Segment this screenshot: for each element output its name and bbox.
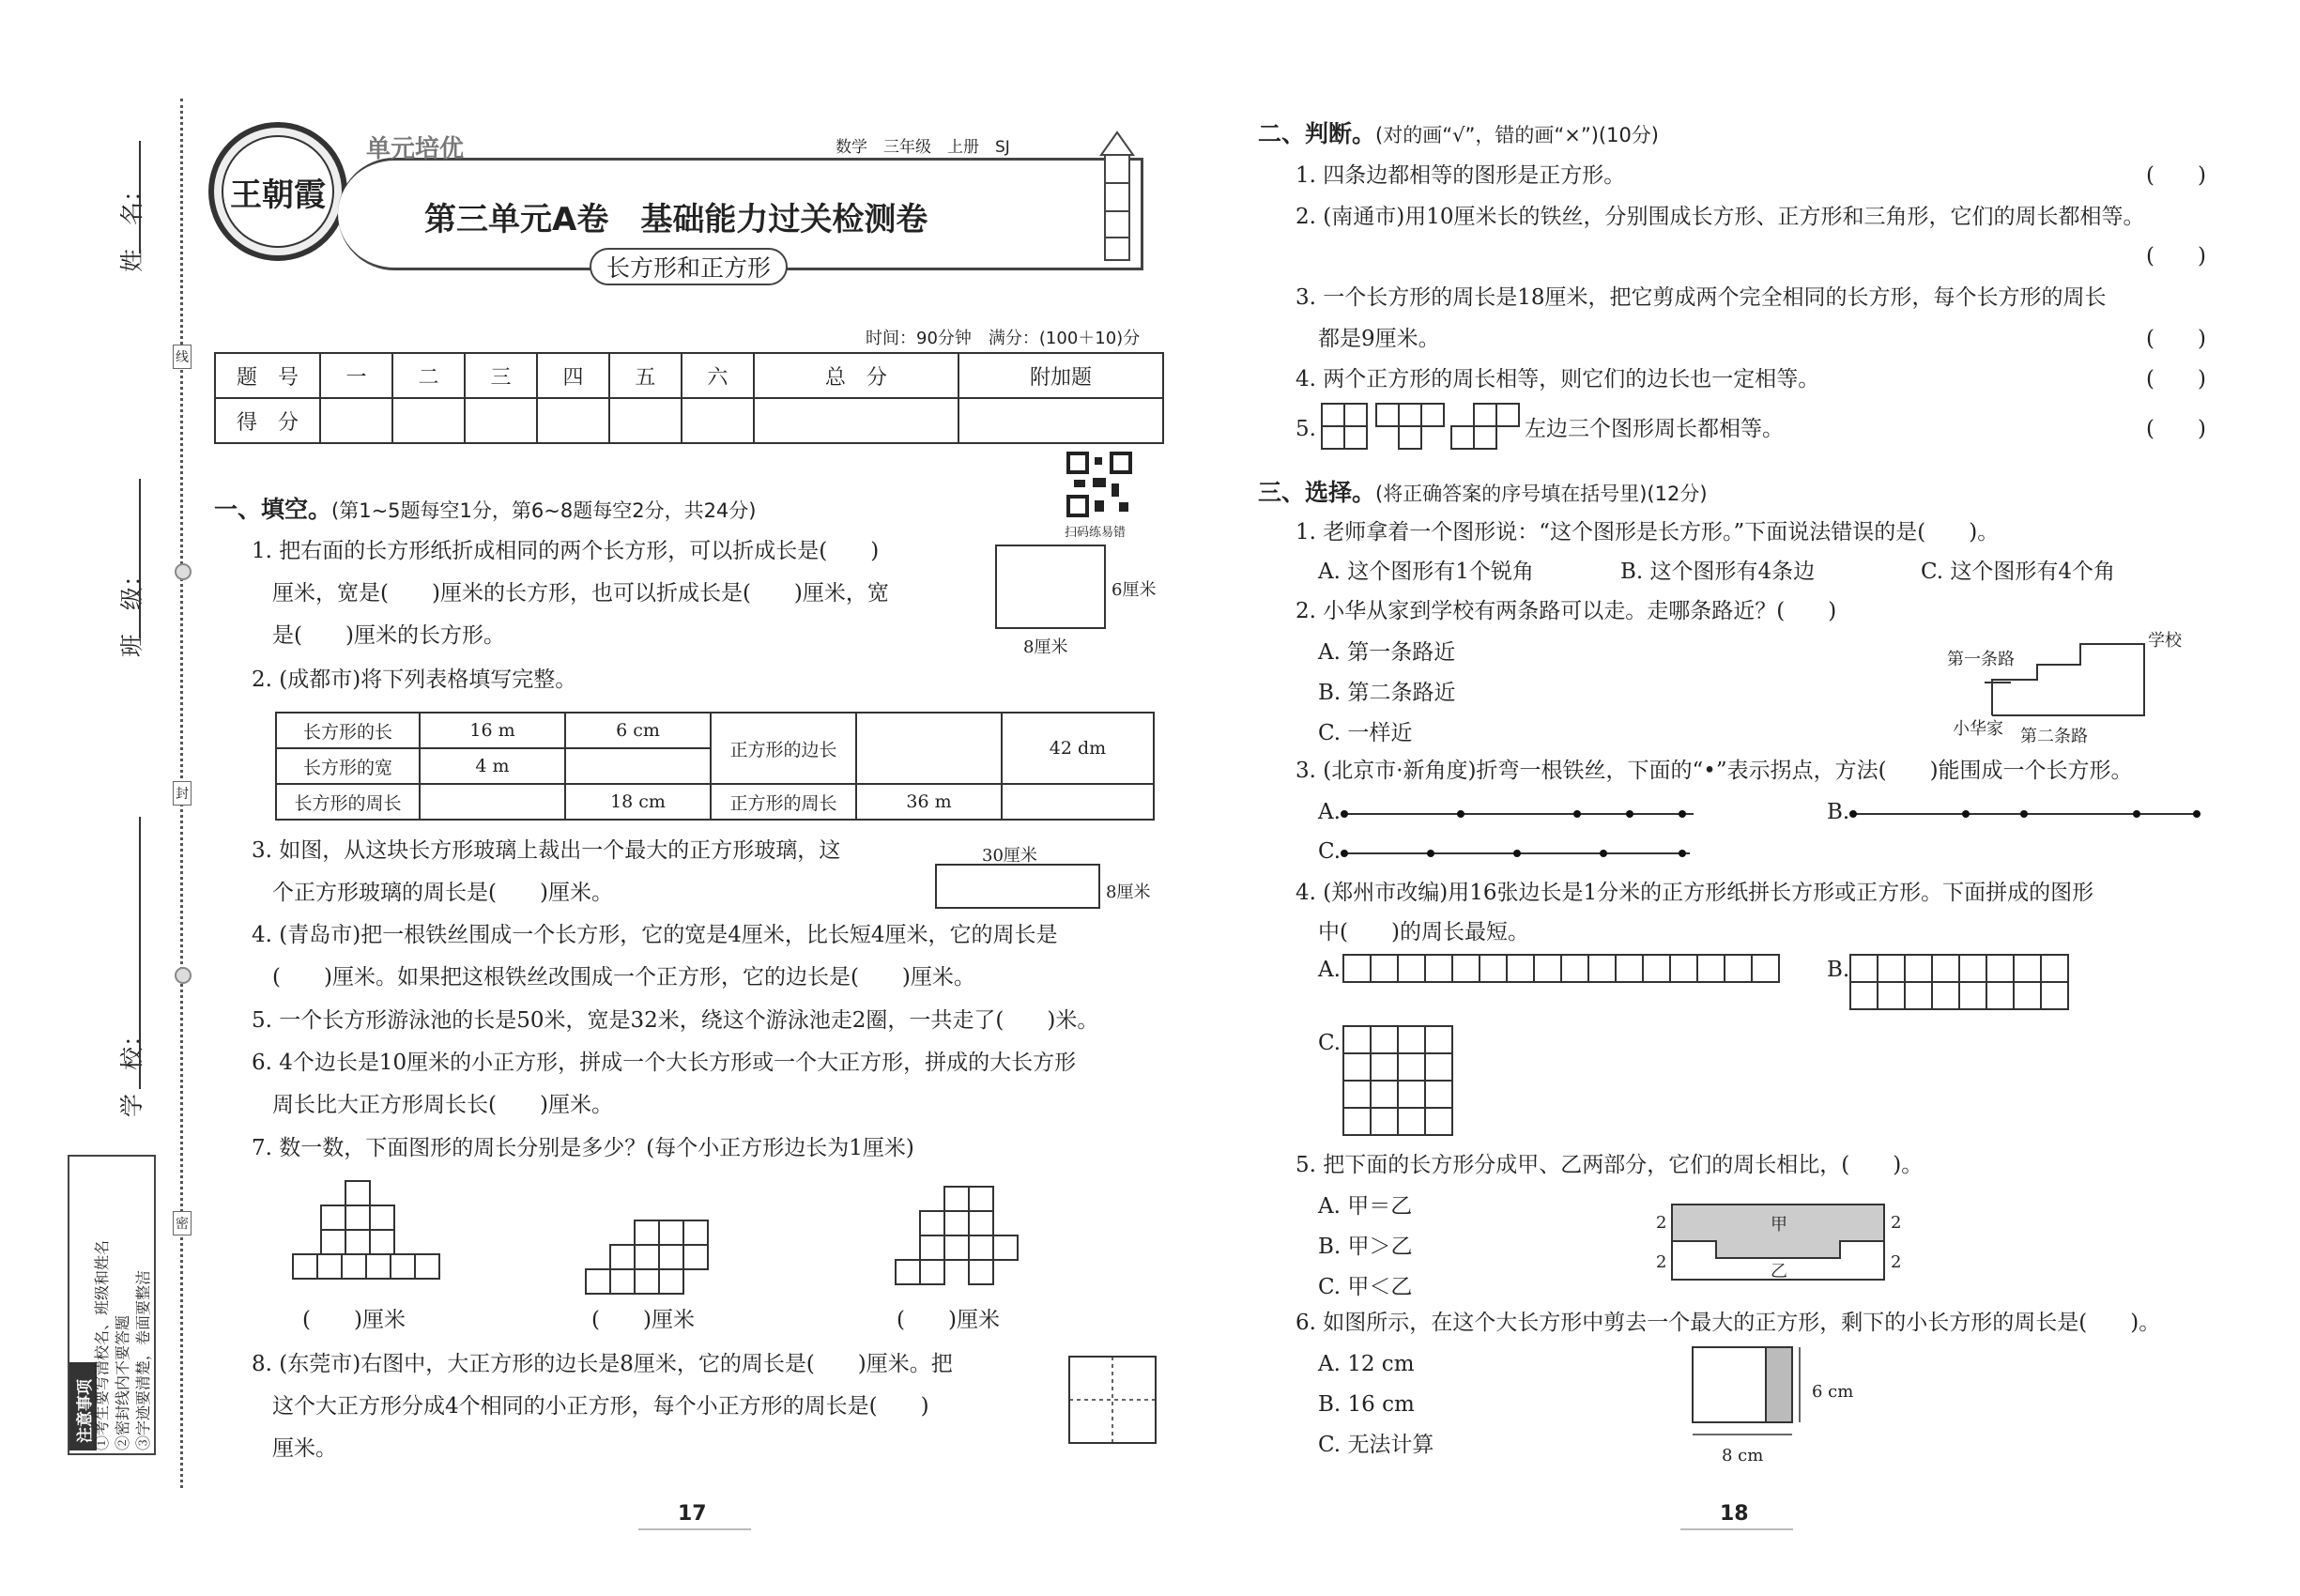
grid-cell	[1398, 1081, 1425, 1108]
note-2: ②密封线内不要答题	[114, 1314, 131, 1450]
grid-cell	[1643, 955, 1670, 982]
s3-q2-label-school: 学校	[2148, 631, 2182, 651]
s3-q5-dim: 2	[1656, 1252, 1667, 1272]
grid-cell	[1959, 955, 1986, 982]
grid-cell	[1752, 955, 1779, 982]
qr-label: 扫码练易错	[1065, 526, 1127, 540]
score-cell: 六	[682, 353, 754, 398]
s3-q1-option-c[interactable]: C. 这个图形有4个角	[1921, 560, 2116, 584]
score-cell: 一	[320, 353, 392, 398]
score-cell: 二	[392, 353, 465, 398]
q2-cell: 4 m	[420, 748, 565, 784]
grid-cell	[1398, 1026, 1425, 1053]
q5-text: 5. 一个长方形游泳池的长是50米，宽是32米，绕这个游泳池走2圈，一共走了( )米。	[252, 1008, 1099, 1033]
grid-cell	[1507, 955, 1534, 982]
s3-q4-option-a[interactable]: A.	[1318, 958, 1341, 982]
grid-cell	[1959, 982, 1986, 1009]
q1-rectangle	[995, 545, 1106, 629]
q2-cell: 36 m	[856, 784, 1002, 820]
grid-cell	[1588, 955, 1616, 982]
cut-mark-seal: 封	[173, 781, 192, 806]
s3-q2: 2. 小华从家到学校有两条路可以走。走哪条路近？( )	[1296, 599, 1837, 623]
s3-q6-option-a[interactable]: A. 12 cm	[1318, 1352, 1415, 1376]
score-table	[214, 352, 1164, 444]
logo-badge	[208, 122, 347, 261]
s2-item-4: 4. 两个正方形的周长相等，则它们的边长也一定相等。	[1296, 367, 1820, 391]
s3-q2-option-c[interactable]: C. 一样近	[1318, 721, 1413, 745]
s3-q2-arrow	[1985, 682, 2011, 683]
score-cell: 四	[537, 353, 609, 398]
name-underline[interactable]	[139, 141, 141, 253]
q1-line3: 是( )厘米的长方形。	[272, 623, 505, 648]
exam-title: 第三单元A卷 基础能力过关检测卷	[424, 201, 928, 238]
s3-q5-option-b[interactable]: B. 甲＞乙	[1318, 1235, 1413, 1259]
q2-answer-cell[interactable]	[420, 784, 565, 820]
grid-cell	[1986, 955, 2014, 982]
brand-label: 单元培优	[366, 135, 465, 163]
q1-line2: 厘米，宽是( )厘米的长方形，也可以折成长是( )厘米，宽	[272, 581, 889, 606]
s2-item-2: 2. (南通市)用10厘米长的铁丝，分别围成长方形、正方形和三角形，它们的周长都相等。	[1296, 205, 2145, 229]
grid-cell	[1371, 955, 1398, 982]
q3-line1: 3. 如图，从这块长方形玻璃上裁出一个最大的正方形玻璃，这	[252, 838, 841, 863]
grid-cell	[1850, 982, 1878, 1009]
page-number-left: 17	[678, 1502, 707, 1526]
section1-desc: (第1~5题每空1分，第6~8题每空2分，共24分)	[331, 499, 757, 522]
page-ornament-left	[638, 1528, 751, 1530]
q2-cell: 正方形的周长	[711, 784, 856, 820]
s2-paren[interactable]: ( )	[2146, 327, 2206, 351]
score-header-row	[215, 353, 1163, 398]
margin-ornament	[175, 563, 192, 580]
s2-item5-shapes	[1320, 402, 1523, 454]
grid-cell	[1452, 955, 1480, 982]
grid-cell	[1343, 1108, 1371, 1135]
s3-q3-wire-c	[1341, 847, 1697, 860]
score-cell: 三	[465, 353, 537, 398]
q2-cell: 16 m	[420, 713, 565, 748]
score-cell: 总 分	[754, 353, 958, 398]
s2-paren[interactable]: ( )	[2146, 244, 2206, 269]
q2-cell: 长方形的周长	[276, 784, 420, 820]
s2-paren[interactable]: ( )	[2146, 417, 2206, 441]
q7-answer-2[interactable]: ( )厘米	[591, 1308, 695, 1332]
q2-answer-cell[interactable]	[1002, 784, 1154, 820]
logo-text: 王朝霞	[230, 176, 326, 214]
grid-cell	[1561, 955, 1588, 982]
notes-header: 注意事项	[69, 1362, 97, 1450]
s3-q4-grid-c	[1342, 1025, 1453, 1136]
s3-q5-option-a[interactable]: A. 甲＝乙	[1318, 1194, 1413, 1219]
grid-cell	[1371, 1108, 1398, 1135]
s3-q4-grid-a	[1342, 954, 1787, 984]
s3-q3-option-a[interactable]: A.	[1318, 800, 1341, 824]
grid-cell	[1616, 955, 1643, 982]
note-3: ③字迹要清楚，卷面要整洁	[134, 1269, 152, 1450]
score-input[interactable]	[392, 398, 465, 443]
grid-cell	[1425, 1053, 1452, 1081]
s3-q4-option-b[interactable]: B.	[1827, 958, 1850, 982]
grid-cell	[1425, 955, 1452, 982]
grid-cell	[1986, 982, 2014, 1009]
s3-q4-grid-b	[1849, 954, 2069, 1010]
q7-figure-3	[896, 1187, 1027, 1292]
q2-answer-cell[interactable]	[856, 713, 1002, 784]
section3-desc: (将正确答案的序号填在括号里)(12分)	[1375, 483, 1708, 505]
score-cell: 题 号	[215, 353, 320, 398]
s3-q1-option-b[interactable]: B. 这个图形有4条边	[1620, 560, 1816, 584]
grid-cell	[1398, 955, 1425, 982]
s3-q6-figure	[1692, 1346, 1804, 1450]
s3-q5-label-jia: 甲	[1771, 1215, 1787, 1235]
s3-q3-wire-b	[1849, 807, 2206, 821]
grid-cell	[1905, 982, 1932, 1009]
s3-q5: 5. 把下面的长方形分成甲、乙两部分，它们的周长相比，( )。	[1296, 1153, 1924, 1177]
q8-line3: 厘米。	[272, 1436, 337, 1461]
page-number-right: 18	[1720, 1502, 1749, 1526]
note-1: ①考生要写清校名、班级和姓名	[93, 1239, 111, 1450]
s3-q2-label-route2: 第二条路	[2020, 727, 2088, 746]
s3-q5-dim: 2	[1891, 1213, 1902, 1233]
class-label: 班 级：	[118, 562, 146, 657]
q2-table	[275, 712, 1155, 821]
q2-row	[276, 713, 1154, 748]
grid-cell	[2014, 955, 2041, 982]
s3-q6: 6. 如图所示，在这个大长方形中剪去一个最大的正方形，剩下的小长方形的周长是( )。	[1296, 1311, 2161, 1335]
s3-q2-label-home: 小华家	[1953, 719, 2003, 739]
q7-answer-1[interactable]: ( )厘米	[302, 1308, 406, 1332]
score-input[interactable]	[537, 398, 609, 443]
school-underline[interactable]	[139, 817, 141, 1089]
score-input[interactable]	[320, 398, 392, 443]
score-value-row	[215, 398, 1163, 443]
grid-cell	[1371, 1081, 1398, 1108]
margin-ornament	[175, 967, 192, 984]
exam-subtitle: 长方形和正方形	[590, 248, 788, 285]
q2-text: 2. (成都市)将下列表格填写完整。	[252, 668, 577, 692]
s3-q5-label-yi: 乙	[1771, 1262, 1787, 1281]
subject-tags: 数学 三年级 上册 SJ	[836, 138, 1010, 157]
grid-cell	[1480, 955, 1507, 982]
q3-line2: 个正方形玻璃的周长是( )厘米。	[272, 881, 613, 905]
q2-cell: 正方形的边长	[711, 713, 856, 784]
grid-cell	[1343, 955, 1371, 982]
q7-figure-1	[293, 1181, 462, 1286]
s2-item-1: 1. 四条边都相等的图形是正方形。	[1296, 163, 1626, 188]
q2-cell: 长方形的宽	[276, 748, 420, 784]
grid-cell	[1343, 1053, 1371, 1081]
s2-item-3b: 都是9厘米。	[1318, 327, 1440, 351]
s3-q4-line1: 4. (郑州市改编)用16张边长是1分米的正方形纸拼长方形或正方形。下面拼成的图形	[1296, 881, 2094, 905]
q7-answer-3[interactable]: ( )厘米	[897, 1308, 1000, 1332]
q8-line1: 8. (东莞市)右图中，大正方形的边长是8厘米，它的周长是( )厘米。把	[252, 1352, 953, 1376]
s3-q2-option-a[interactable]: A. 第一条路近	[1318, 640, 1456, 665]
q1-line1: 1. 把右面的长方形纸折成相同的两个长方形，可以折成长是( )	[252, 539, 880, 563]
s2-paren[interactable]: ( )	[2146, 367, 2206, 391]
score-input[interactable]	[754, 398, 958, 443]
q2-cell: 18 cm	[565, 784, 711, 820]
grid-cell	[1905, 955, 1932, 982]
s3-q4-option-c[interactable]: C.	[1318, 1031, 1342, 1055]
q1-width-label: 6厘米	[1112, 580, 1157, 600]
page-ornament-right	[1680, 1528, 1793, 1530]
score-input[interactable]	[609, 398, 682, 443]
grid-cell	[1343, 1026, 1371, 1053]
s3-q3-wire-a	[1341, 807, 1697, 821]
grid-cell	[1398, 1108, 1425, 1135]
s3-q1-option-a[interactable]: A. 这个图形有1个锐角	[1318, 560, 1534, 584]
score-cell: 附加题	[958, 353, 1163, 398]
grid-cell	[1398, 1053, 1425, 1081]
q7-figure-2	[586, 1220, 755, 1296]
q8-square-figure	[1068, 1356, 1158, 1446]
q3-top-label: 30厘米	[982, 846, 1037, 866]
q2-row	[276, 784, 1154, 820]
grid-cell	[1850, 955, 1878, 982]
s3-q2-label-route1: 第一条路	[1947, 650, 2015, 669]
s3-q3-option-b[interactable]: B.	[1827, 800, 1850, 824]
grid-cell	[2014, 982, 2041, 1009]
cut-mark-line: 线	[173, 345, 192, 369]
section3-heading: 三、选择。	[1258, 479, 1376, 506]
score-input[interactable]	[958, 398, 1163, 443]
qr-code-icon[interactable]	[1066, 452, 1132, 517]
s3-q5-dim: 2	[1891, 1252, 1902, 1272]
q2-cell: 长方形的长	[276, 713, 420, 748]
grid-cell	[1670, 955, 1697, 982]
grid-cell	[1425, 1108, 1452, 1135]
grid-cell	[1343, 1081, 1371, 1108]
grid-cell	[1878, 982, 1905, 1009]
section3-title	[1258, 481, 1708, 504]
q3-side-label: 8厘米	[1106, 882, 1151, 902]
grid-cell	[1371, 1053, 1398, 1081]
s3-q3-option-c[interactable]: C.	[1318, 839, 1342, 864]
q7-text: 7. 数一数，下面图形的周长分别是多少？(每个小正方形边长为1厘米)	[252, 1136, 914, 1160]
q2-cell: 42 dm	[1002, 713, 1154, 784]
grid-cell	[1725, 955, 1752, 982]
section2-heading: 二、判断。	[1258, 120, 1376, 147]
s3-q1: 1. 老师拿着一个图形说：“这个图形是长方形。”下面说法错误的是( )。	[1296, 520, 2000, 545]
score-cell: 得 分	[215, 398, 320, 443]
section2-desc: (对的画“√”，错的画“×”)(10分)	[1375, 124, 1660, 146]
q6-line2: 周长比大正方形周长长( )厘米。	[272, 1093, 613, 1117]
q2-answer-cell[interactable]	[565, 748, 711, 784]
grid-cell	[1371, 1026, 1398, 1053]
q4-line1: 4. (青岛市)把一根铁丝围成一个长方形，它的宽是4厘米，比长短4厘米，它的周长是	[252, 923, 1058, 947]
q1-length-label: 8厘米	[1023, 637, 1068, 657]
s3-q6-width-label: 8 cm	[1722, 1446, 1764, 1466]
cut-mark-secret: 密	[173, 1211, 192, 1235]
score-input[interactable]	[465, 398, 537, 443]
s3-q2-option-b[interactable]: B. 第二条路近	[1318, 681, 1456, 705]
s2-item-3: 3. 一个长方形的周长是18厘米，把它剪成两个完全相同的长方形，每个长方形的周长	[1296, 285, 2107, 310]
class-underline[interactable]	[139, 479, 141, 638]
grid-cell	[2041, 982, 2068, 1009]
grid-cell	[1534, 955, 1561, 982]
name-label: 姓 名：	[118, 177, 146, 272]
grid-cell	[1932, 955, 1959, 982]
s3-q3: 3. (北京市·新角度)折弯一根铁丝，下面的“•”表示拐点，方法( )能围成一个长方形。	[1296, 759, 2133, 783]
q3-glass-rect	[935, 864, 1100, 909]
lighthouse-icon	[1084, 127, 1150, 268]
s3-q6-option-c[interactable]: C. 无法计算	[1318, 1433, 1434, 1457]
grid-cell	[1697, 955, 1725, 982]
grid-cell	[1425, 1081, 1452, 1108]
section1-title	[214, 498, 756, 521]
s3-q6-height-label: 6 cm	[1812, 1382, 1854, 1402]
score-cell: 五	[609, 353, 682, 398]
grid-cell	[2041, 955, 2068, 982]
school-label: 学 校：	[118, 1022, 146, 1117]
q4-line2: ( )厘米。如果把这根铁丝改围成一个正方形，它的边长是( )厘米。	[272, 965, 975, 990]
s3-q4-line2: 中( )的周长最短。	[1318, 920, 1529, 944]
q6-line1: 6. 4个边长是10厘米的小正方形，拼成一个大长方形或一个大正方形，拼成的大长方形	[252, 1051, 1077, 1075]
s2-item-5-text: 左边三个图形周长都相等。	[1525, 417, 1784, 441]
grid-cell	[1932, 982, 1959, 1009]
s2-paren[interactable]: ( )	[2146, 163, 2206, 188]
section1-heading: 一、填空。	[214, 496, 332, 523]
s3-q6-option-b[interactable]: B. 16 cm	[1318, 1392, 1415, 1417]
q8-line2: 这个大正方形分成4个相同的小正方形，每个小正方形的周长是( )	[272, 1394, 929, 1419]
s3-q5-dim: 2	[1656, 1213, 1667, 1233]
grid-cell	[1878, 955, 1905, 982]
grid-cell	[1425, 1026, 1452, 1053]
score-input[interactable]	[682, 398, 754, 443]
s3-q2-route-diagram	[1986, 631, 2155, 721]
s3-q5-option-c[interactable]: C. 甲＜乙	[1318, 1275, 1413, 1299]
q2-cell: 6 cm	[565, 713, 711, 748]
time-info: 时间：90分钟 满分：(100＋10)分	[866, 329, 1141, 348]
section2-title	[1258, 122, 1659, 146]
s2-item-5: 5.	[1296, 417, 1316, 441]
